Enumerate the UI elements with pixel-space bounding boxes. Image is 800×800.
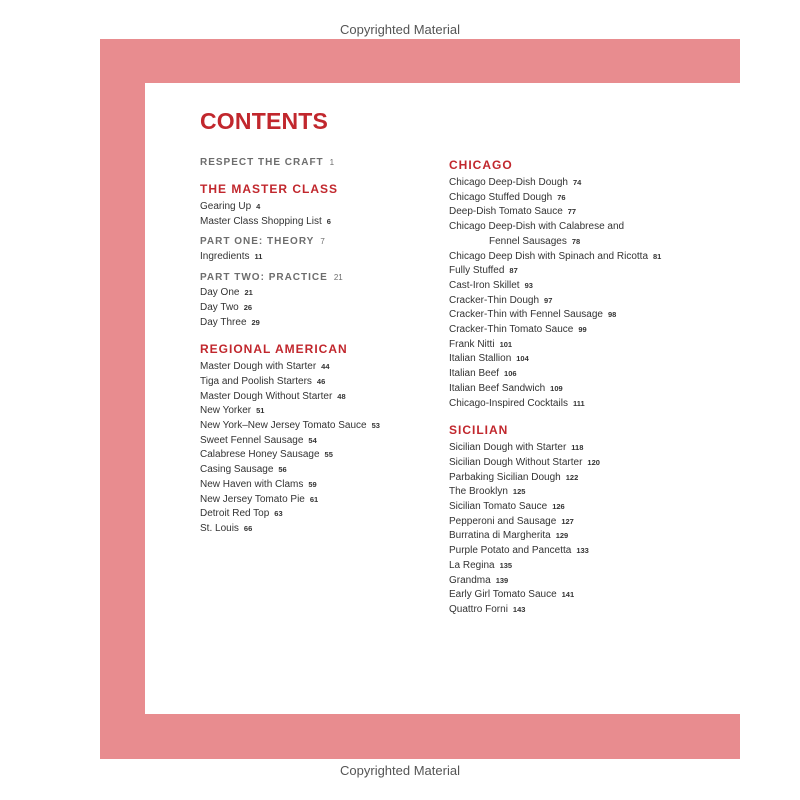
toc-entry — [200, 507, 430, 522]
page-number: 81 — [653, 251, 662, 261]
toc-entry-label: Day Three — [200, 316, 247, 328]
toc-entry — [449, 308, 729, 323]
page-number: 93 — [524, 280, 533, 290]
toc-entry-label: Sicilian Tomato Sauce — [449, 501, 548, 513]
toc-entry — [449, 382, 729, 397]
toc-entry-label: New Haven with Clams — [200, 478, 304, 490]
toc-entry-label: Chicago-Inspired Cocktails — [449, 397, 568, 409]
toc-entry — [200, 493, 430, 508]
toc-entry-label: Sicilian Dough with Starter — [449, 442, 567, 454]
toc-entry — [449, 235, 729, 250]
page-number: 111 — [572, 398, 585, 408]
toc-entry-label: Pepperoni and Sausage — [449, 515, 557, 527]
toc-entry — [200, 463, 430, 478]
page-number: 46 — [316, 376, 326, 386]
toc-entry — [449, 574, 729, 589]
toc-entry-label: Burratina di Margherita — [449, 530, 551, 542]
toc-entry — [449, 515, 729, 530]
toc-entry — [200, 200, 430, 215]
toc-entry-label: Deep-Dish Tomato Sauce — [449, 206, 563, 218]
toc-entry-label: New Jersey Tomato Pie — [200, 493, 305, 505]
toc-entry — [449, 500, 729, 515]
section-sicilian — [449, 423, 729, 617]
toc-entry-label: Italian Stallion — [449, 353, 512, 365]
page-number: 54 — [308, 435, 317, 445]
toc-entry-label: Chicago Deep-Dish with Calabrese and — [449, 221, 625, 233]
toc-entry — [449, 205, 729, 220]
page-number: 97 — [544, 295, 553, 305]
page-number: 48 — [337, 391, 346, 401]
toc-entry — [449, 485, 729, 500]
toc-entry — [200, 375, 430, 390]
page-number: 21 — [244, 288, 253, 298]
page-number: 61 — [309, 494, 319, 504]
contents-title: CONTENTS — [200, 108, 329, 134]
toc-entry — [449, 603, 729, 618]
page-number: 87 — [509, 266, 518, 276]
toc-entry-label: St. Louis — [200, 522, 239, 534]
toc-heading-sicilian: SICILIAN — [449, 423, 509, 438]
toc-entry — [449, 220, 729, 235]
page-number: 55 — [324, 450, 333, 460]
toc-entry-label: Casing Sausage — [200, 464, 274, 476]
toc-entry — [449, 191, 729, 206]
toc-entry-label: Sweet Fennel Sausage — [200, 434, 304, 446]
page-number: 106 — [504, 369, 517, 379]
toc-entry-label: Detroit Red Top — [200, 508, 270, 520]
page-number: 56 — [278, 465, 287, 475]
toc-heading-respect — [200, 156, 430, 170]
page-number: 63 — [274, 509, 283, 519]
toc-entry-label: Italian Beef — [449, 368, 500, 380]
heading-label: RESPECT THE CRAFT — [200, 157, 324, 168]
toc-entry — [449, 294, 729, 309]
toc-entry — [200, 404, 430, 419]
toc-entry-label: Sicilian Dough Without Starter — [449, 456, 583, 468]
toc-entry-label: Parbaking Sicilian Dough — [449, 471, 561, 483]
toc-entry-label: Master Dough Without Starter — [200, 390, 333, 402]
page-number: 129 — [555, 531, 569, 541]
page-number: 120 — [587, 457, 600, 467]
toc-entry — [200, 301, 430, 316]
watermark-bottom: Copyrighted Material — [340, 763, 460, 778]
toc-entry — [200, 419, 430, 434]
toc-entry — [449, 367, 729, 382]
page-number: 126 — [552, 502, 565, 512]
toc-entry — [449, 264, 729, 279]
toc-entry-label: Cracker-Thin Dough — [449, 294, 540, 306]
toc-entry-label: Ingredients — [200, 251, 250, 263]
section-master-class — [200, 182, 430, 330]
page-number: 4 — [256, 202, 261, 211]
page-number: 139 — [495, 575, 509, 585]
section-regional-american — [200, 342, 430, 536]
toc-list — [449, 176, 729, 411]
toc-heading-master-class: THE MASTER CLASS — [200, 182, 339, 196]
toc-list — [200, 360, 430, 536]
toc-entry-label: The Brooklyn — [449, 486, 508, 498]
toc-entry-label: Cracker-Thin Tomato Sauce — [449, 324, 574, 336]
page-number: 127 — [561, 516, 574, 526]
toc-entry-label: Cast-Iron Skillet — [449, 279, 520, 291]
page-number: 7 — [320, 237, 325, 247]
toc-heading-practice — [200, 271, 430, 285]
toc-entry-label: Chicago Deep-Dish Dough — [449, 177, 568, 188]
toc-entry — [449, 397, 729, 412]
toc-entry — [200, 478, 430, 493]
page-number: 59 — [308, 479, 317, 489]
page-number: 6 — [326, 216, 331, 226]
toc-list — [200, 286, 430, 330]
toc-left-column — [200, 156, 430, 537]
toc-entry — [449, 352, 729, 367]
toc-entry-label: Purple Potato and Pancetta — [449, 545, 572, 557]
page-number: 1 — [329, 158, 335, 167]
toc-entry-label: Italian Beef Sandwich — [449, 382, 546, 394]
toc-entry — [449, 471, 729, 486]
heading-label: PART ONE: THEORY — [200, 236, 315, 248]
toc-entry — [200, 316, 430, 331]
page-number: 74 — [572, 178, 582, 187]
toc-list — [200, 250, 430, 265]
page-number: 51 — [256, 406, 265, 416]
toc-entry-label: Fennel Sausages — [489, 235, 567, 247]
page-number: 104 — [516, 354, 529, 364]
toc-entry-label: Master Dough with Starter — [200, 361, 317, 373]
toc-entry — [449, 559, 729, 574]
toc-entry-label: Day One — [200, 287, 240, 299]
toc-entry — [449, 323, 729, 338]
page-number: 11 — [254, 252, 263, 262]
toc-entry-label: Cracker-Thin with Fennel Sausage — [449, 309, 603, 321]
toc-entry-label: La Regina — [449, 559, 495, 571]
toc-heading-theory — [200, 235, 430, 249]
toc-entry-label: Fully Stuffed — [449, 265, 505, 277]
toc-entry — [200, 390, 430, 405]
toc-entry — [200, 360, 430, 375]
toc-entry-label: Chicago Stuffed Dough — [449, 191, 553, 203]
page-number: 53 — [371, 421, 380, 431]
toc-entry — [449, 176, 729, 191]
page-number: 125 — [512, 487, 526, 497]
page-number: 141 — [561, 590, 575, 600]
toc-entry — [200, 522, 430, 537]
page-number: 21 — [333, 273, 343, 283]
toc-entry-label: Day Two — [200, 301, 239, 313]
toc-list — [449, 441, 729, 617]
toc-entry — [200, 250, 430, 265]
toc-entry — [449, 279, 729, 294]
toc-entry-label: New York–New Jersey Tomato Sauce — [200, 420, 367, 432]
toc-entry-label: Frank Nitti — [449, 338, 495, 350]
page-number: 118 — [571, 443, 584, 453]
toc-entry-label: Grandma — [449, 574, 491, 586]
page-number: 78 — [571, 236, 581, 246]
page-number: 76 — [557, 192, 566, 202]
toc-entry — [200, 286, 430, 301]
toc-entry-label: Tiga and Poolish Starters — [200, 375, 312, 387]
toc-entry — [449, 529, 729, 544]
toc-entry-label: New Yorker — [200, 405, 252, 417]
page-number: 101 — [499, 339, 513, 349]
toc-entry — [449, 588, 729, 603]
toc-entry — [449, 456, 729, 471]
page-number: 98 — [607, 310, 617, 320]
page-number: 122 — [565, 472, 579, 482]
toc-entry — [200, 448, 430, 463]
toc-entry — [449, 338, 729, 353]
heading-label: PART TWO: PRACTICE — [200, 272, 328, 284]
toc-right-column — [449, 156, 729, 618]
page-number: 99 — [578, 325, 587, 335]
page-number: 77 — [567, 207, 577, 217]
toc-entry-label: Gearing Up — [200, 201, 252, 212]
page-number: 44 — [321, 362, 330, 372]
watermark-top: Copyrighted Material — [340, 22, 460, 37]
section-respect-the-craft — [200, 156, 430, 170]
toc-entry-label: Chicago Deep Dish with Spinach and Ricotta — [449, 250, 648, 262]
page-number: 143 — [512, 604, 526, 614]
section-chicago — [449, 158, 729, 411]
toc-entry — [449, 250, 729, 265]
toc-entry-label: Calabrese Honey Sausage — [200, 449, 320, 461]
page-number: 66 — [243, 523, 253, 533]
toc-heading-regional-american: REGIONAL AMERICAN — [200, 342, 348, 357]
toc-heading-chicago: CHICAGO — [449, 158, 513, 172]
page-number: 29 — [251, 317, 260, 327]
page-number: 133 — [576, 546, 589, 556]
toc-entry — [449, 544, 729, 559]
toc-entry — [200, 215, 430, 230]
toc-entry — [200, 434, 430, 449]
toc-entry-label: Early Girl Tomato Sauce — [449, 589, 557, 601]
toc-entry-label: Master Class Shopping List — [200, 215, 322, 227]
page-number: 109 — [550, 383, 563, 393]
toc-entry — [449, 441, 729, 456]
toc-entry-label: Quattro Forni — [449, 603, 508, 615]
page-number: 26 — [243, 302, 253, 312]
page-number: 135 — [499, 560, 513, 570]
toc-list — [200, 200, 430, 229]
